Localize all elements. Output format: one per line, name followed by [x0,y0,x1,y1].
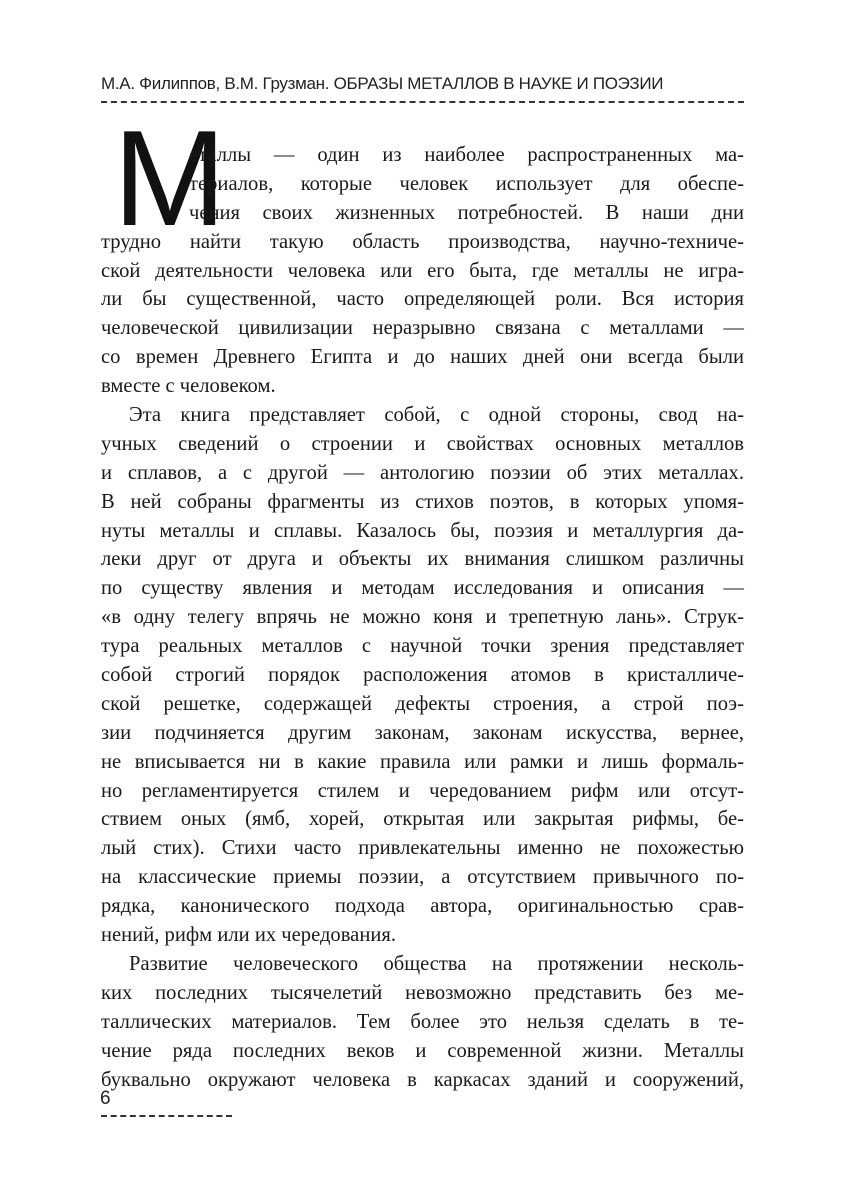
text-line: но регламентируется стилем и чередованием рифм или отсут- [101,779,744,802]
text-line: Эта книга представляет собой, с одной стороны, свод на- [129,404,744,427]
text-line: ской деятельности человека или его быта, где металлы не игра- [101,259,744,282]
text-line: териалов, которые человек использует для обеспе- [189,172,744,195]
drop-cap: М [113,102,221,254]
text-line: буквально окружают человека в каркасах зданий и сооружений, [101,1068,744,1091]
text-line: тура реальных металлов с научной точки зрения представляет [101,635,744,658]
footer-divider [101,1115,232,1117]
running-head: М.А. Филиппов, В.М. Грузман. ОБРАЗЫ МЕТАЛЛОВ В НАУКЕ И ПОЭЗИИ [101,74,664,93]
text-line: чения своих жизненных потребностей. В наши дни [189,201,744,224]
text-line: со времен Древнего Египта и до наших дней они всегда были [101,346,744,369]
text-line: чение ряда последних веков и современной жизни. Металлы [101,1039,744,1062]
text-line: по существу явления и методам исследования и описания — [101,577,744,600]
text-line: трудно найти такую область производства, научно-техниче- [101,230,744,253]
text-line: нений, рифм или их чередования. [101,924,396,947]
text-line: Развитие человеческого общества на протяжении несколь- [129,952,744,975]
text-line: ской решетке, содержащей дефекты строения, а строй поэ- [101,692,744,715]
text-line: леки друг от друга и объекты их внимания слишком различны [101,548,744,571]
text-line: человеческой цивилизации неразрывно связана с металлами — [101,317,744,340]
text-line: вместе с человеком. [101,375,276,398]
text-line: В ней собраны фрагменты из стихов поэтов, в которых упомя- [101,490,744,513]
text-line: ствием оных (ямб, хорей, открытая или закрытая рифмы, бе- [101,808,744,831]
text-line: «в одну телегу впрячь не можно коня и трепетную лань». Струк- [101,606,744,629]
text-line: ких последних тысячелетий невозможно представить без ме- [101,981,744,1004]
text-line: ли бы существенной, часто определяющей роли. Вся история [101,288,744,311]
text-line: еталлы — один из наиболее распространенных ма- [189,144,744,166]
text-line: таллических материалов. Тем более это нельзя сделать в те- [101,1010,744,1033]
text-line: собой строгий порядок расположения атомов в кристалличе- [101,664,744,687]
text-line: и сплавов, а с другой — антологию поэзии об этих металлах. [101,461,744,484]
text-line: лый стих). Стихи часто привлекательны именно не похожестью [101,837,744,860]
text-line: нуты металлы и сплавы. Казалось бы, поэзия и металлургия да- [101,519,744,542]
body-text [101,141,744,1094]
text-line: рядка, канонического подхода автора, оригинальностью срав- [101,895,744,918]
text-line: зии подчиняется другим законам, законам искусства, вернее, [101,721,744,744]
text-line: не вписывается ни в какие правила или рамки и лишь формаль- [101,750,744,773]
text-line: учных сведений о строении и свойствах основных металлов [101,432,744,455]
page-number: 6 [100,1088,111,1109]
text-line: на классические приемы поэзии, а отсутствием привычного по- [101,866,744,889]
